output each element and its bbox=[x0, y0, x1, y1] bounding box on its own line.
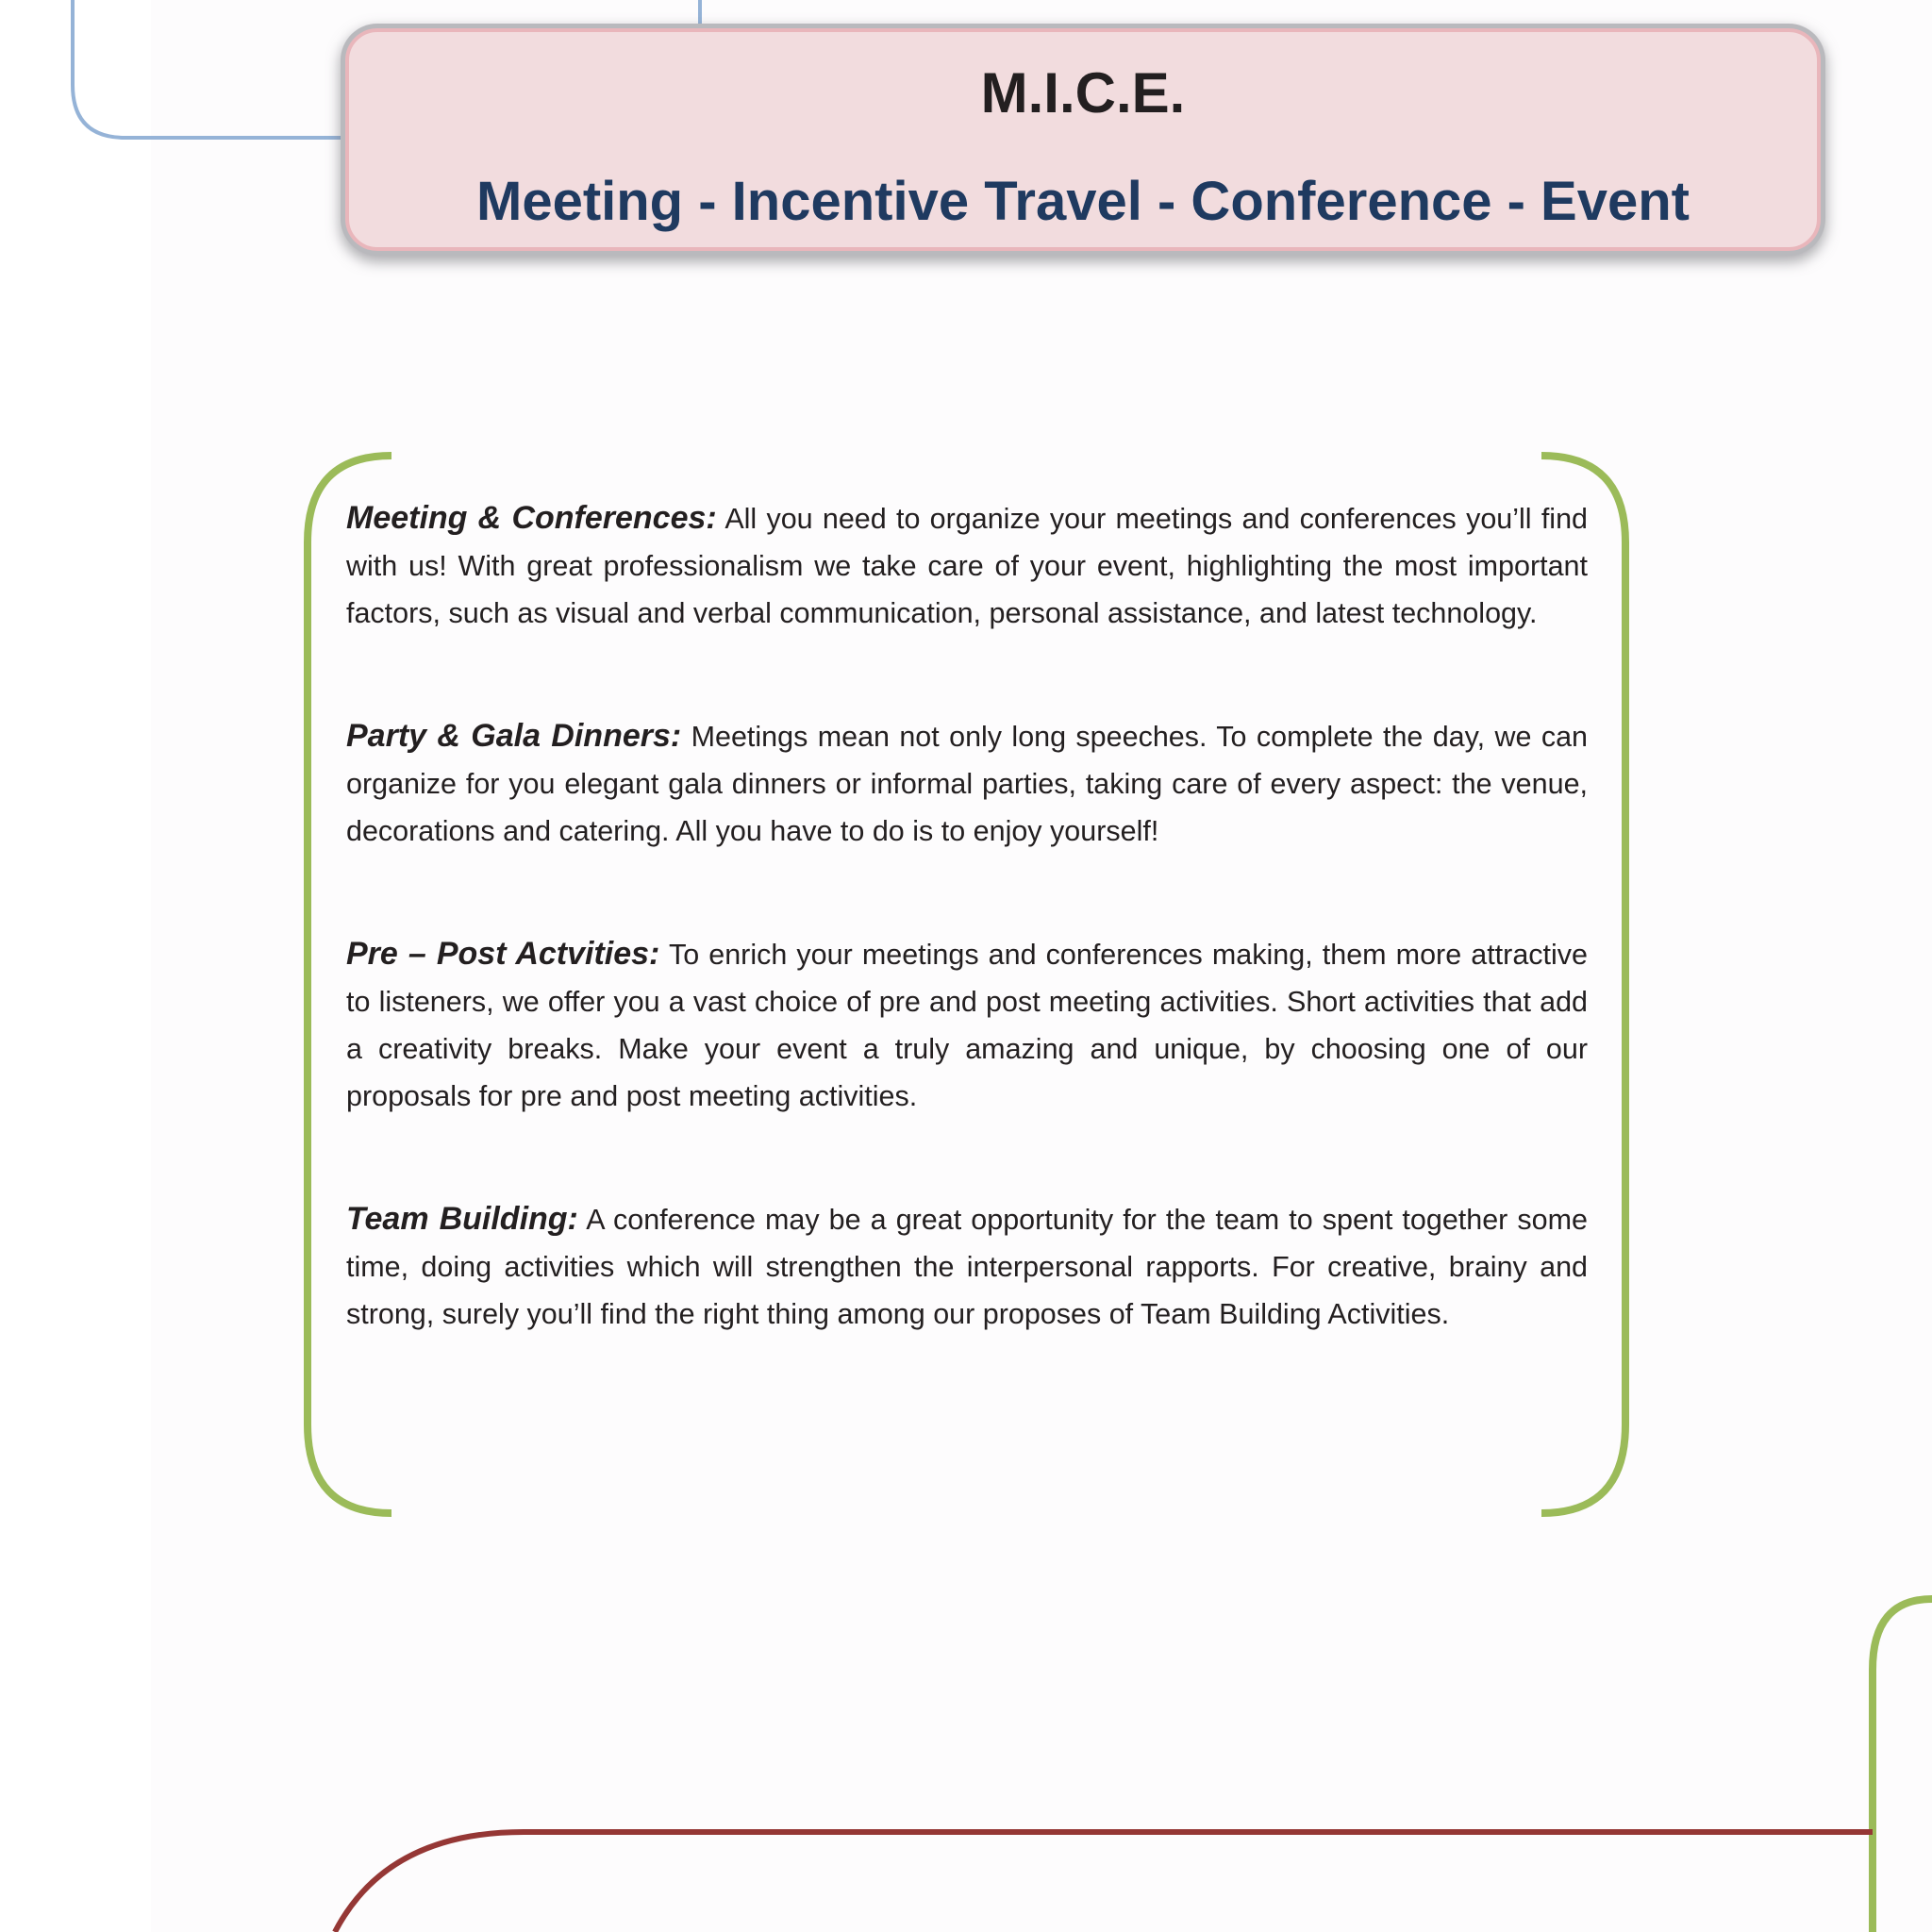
red-bottom-line bbox=[335, 1832, 1873, 1932]
page-subtitle: Meeting - Incentive Travel - Conference - Event bbox=[476, 172, 1690, 232]
section-body: Meetings mean not only long speeches. To complete the day, we can organize for you elegant gala dinners or informal parties, taking care of every aspect: the venue, decorations and catering. All you have to do is to enjoy yourself! bbox=[346, 721, 1588, 847]
header-banner bbox=[345, 28, 1821, 251]
section-title: Meeting & Conferences: bbox=[346, 500, 717, 536]
page-title: M.I.C.E. bbox=[980, 61, 1186, 125]
section-pre-post-activities bbox=[346, 930, 1588, 1120]
green-corner-bottom-right bbox=[1873, 1599, 1932, 1932]
section-title: Party & Gala Dinners: bbox=[346, 718, 682, 754]
section-party-gala-dinners bbox=[346, 712, 1588, 855]
section-meeting-conferences bbox=[346, 494, 1588, 637]
section-title: Pre – Post Actvities: bbox=[346, 936, 660, 972]
blue-corner-line bbox=[73, 0, 345, 138]
section-body: To enrich your meetings and conferences making, them more attractive to listeners, we offer you a vast choice of pre and post meeting activities. Short activities that add a creativity breaks. Make your event a truly amazing and unique, by choosing one of our proposals for pre and post meeting activities. bbox=[346, 939, 1588, 1112]
section-team-building bbox=[346, 1195, 1588, 1338]
content-area bbox=[346, 494, 1588, 1413]
section-body: All you need to organize your meetings and conferences you’ll find with us! With great professionalism we take care of your event, highlighting the most important factors, such as visual and verbal communication, personal assistance, and latest technology. bbox=[346, 503, 1588, 629]
section-title: Team Building: bbox=[346, 1201, 578, 1237]
section-body: A conference may be a great opportunity for the team to spent together some time, doing activities which will strengthen the interpersonal rapports. For creative, brainy and strong, surely you’ll find the right thing among our proposes of Team Building Activities. bbox=[346, 1204, 1588, 1330]
